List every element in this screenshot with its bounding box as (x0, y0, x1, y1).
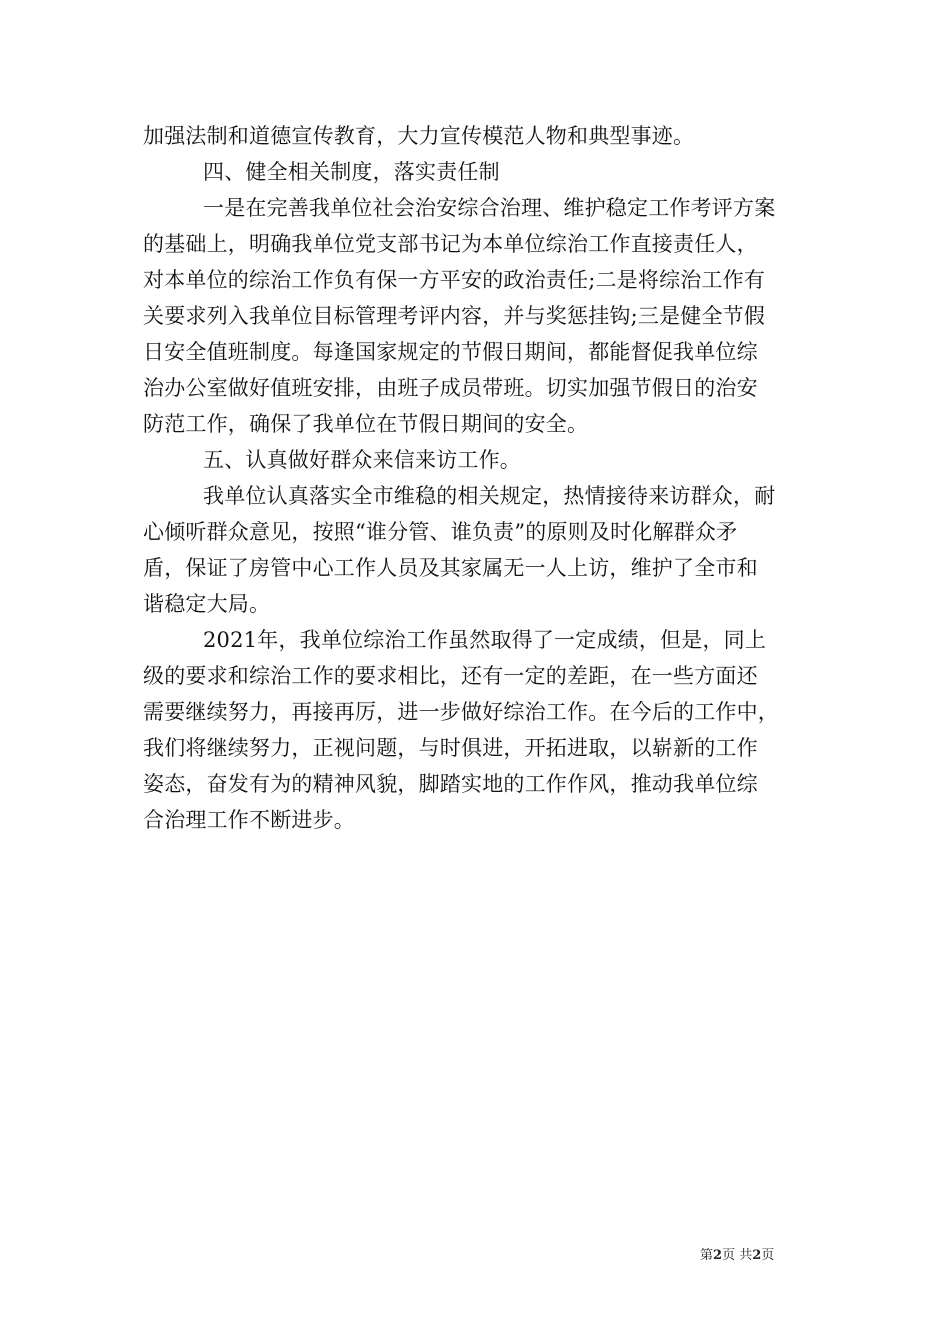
paragraph-line: 一是在完善我单位社会治安综合治理、维护稳定工作考评方案 (203, 196, 776, 220)
paragraph-line: 治办公室做好值班安排，由班子成员带班。切实加强节假日的治安 (143, 376, 758, 400)
paragraph-line: 2021年，我单位综治工作虽然取得了一定成绩，但是，同上 (203, 628, 767, 652)
paragraph-line: 需要继续努力，再接再厉，进一步做好综治工作。在今后的工作中， (143, 700, 779, 724)
paragraph-line: 的基础上，明确我单位党支部书记为本单位综治工作直接责任人， (143, 232, 758, 256)
current-page-number: 2 (713, 1248, 723, 1263)
total-page-number: 2 (752, 1248, 762, 1263)
paragraph-line: 加强法制和道德宣传教育，大力宣传模范人物和典型事迹。 (143, 124, 695, 148)
footer-suffix: 页 (761, 1248, 775, 1263)
paragraph-line: 关要求列入我单位目标管理考评内容，并与奖惩挂钩;三是健全节假 (143, 304, 766, 328)
paragraph-line: 日安全值班制度。每逢国家规定的节假日期间，都能督促我单位综 (143, 340, 758, 364)
paragraph-line: 盾，保证了房管中心工作人员及其家属无一人上访，维护了全市和 (143, 556, 758, 580)
paragraph-line: 谐稳定大局。 (143, 592, 271, 616)
document-body (143, 118, 811, 838)
paragraph-line: 级的要求和综治工作的要求相比，还有一定的差距，在一些方面还 (143, 664, 758, 688)
paragraph-line: 姿态，奋发有为的精神风貌，脚踏实地的工作作风，推动我单位综 (143, 772, 758, 796)
section-heading-4: 四、健全相关制度，落实责任制 (203, 160, 500, 184)
page-number-footer (700, 1247, 820, 1265)
paragraph-line: 合治理工作不断进步。 (143, 808, 355, 832)
paragraph-line: 心倾听群众意见，按照“谁分管、谁负责”的原则及时化解群众矛 (143, 520, 738, 544)
paragraph-line: 我们将继续努力，正视问题，与时俱进，开拓进取，以崭新的工作 (143, 736, 758, 760)
paragraph-line: 我单位认真落实全市维稳的相关规定，热情接待来访群众，耐 (203, 484, 776, 508)
footer-middle: 页 共 (722, 1248, 753, 1263)
section-heading-5: 五、认真做好群众来信来访工作。 (203, 448, 521, 472)
paragraph-line: 对本单位的综治工作负有保一方平安的政治责任;二是将综治工作有 (143, 268, 766, 292)
paragraph-line: 防范工作，确保了我单位在节假日期间的安全。 (143, 412, 589, 436)
footer-prefix: 第 (700, 1248, 714, 1263)
